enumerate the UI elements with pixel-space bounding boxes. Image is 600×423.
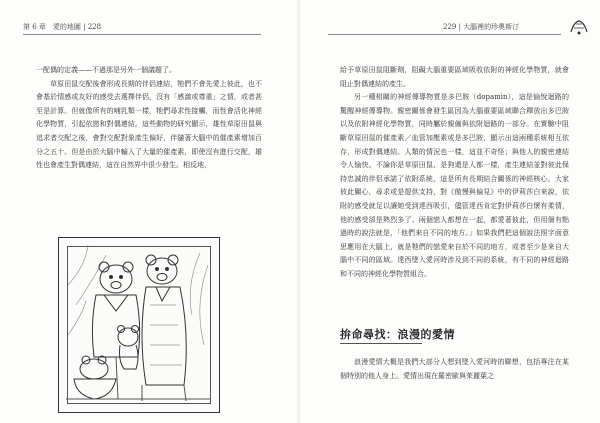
rodent-family-drawing: [66, 245, 210, 403]
left-running-head: 第 6 章 愛的地圖 | 228: [23, 23, 102, 31]
right-paragraph-1: 給予草原田鼠阻斷劑，阻礙大腦重要區域吸收依附的神經化學物質，就會阻止對偶連結的產生。: [340, 66, 569, 88]
right-paragraph-2: 另一種相關的神經傳導物質是多巴胺（dopamin），這是愉悅迴路的驚醒神經傳導物。親密關係會發生區因為大腦重要區域聯合釋放出多巴胺以及依附神經化學物質，同時屬於親僱與依附迴路的一部分。在實驗中阻斷草原田鼠的催產素／血管加壓素或是多巴胺，顯示出這兩種系統相互依存，形成對偶連結。人類的情況也一樣，這並不奇怪；與他人的親密連結令人愉快。不論你是草原田鼠、是狗還是人都一樣，產生連結並對彼此保持忠誠的伴侶承諾了依附系統，這是所有長期結合關係的神經核心。大家彼此關心，尋求或是提供支持，對《傲慢與偏見》中的伊莉莎白來說，依附的感受就足以讓她受到達西吸引，儘管達西肯定對伊莉莎白懷有柔情，他的感受卻是熱烈多了。兩個戀人都想在一起，都愛著彼此，但用個有點過時的說法就是，「他們來自不同的地方。」如果我們把這個說法照字面意思應用在大腦上，就是牠們的戀愛來自於不同的地方，或者至少是來自大腦中不同的區域。達西墜入愛河時涉及到不同的系統，有不同的神經迴路和不同的神經化學物質組合。: [340, 93, 569, 278]
publisher-logo-icon: [568, 18, 590, 36]
left-body-text: [36, 64, 262, 173]
right-header-rule: [328, 34, 561, 35]
section-heading-rule: [340, 343, 422, 344]
left-header-rule: [23, 34, 261, 35]
right-running-head: 229 | 大腦裡的珍奧斯汀: [443, 23, 520, 31]
section-body-text: [340, 356, 569, 383]
left-paragraph-1: 一配偶的定義——不過那是另外一個議題了。: [36, 66, 176, 74]
right-body-text: [340, 64, 569, 282]
section-paragraph-1: 浪漫愛情大概是我們大部分人想到墜入愛河時的聯想，包括專注在某個特別的他人身上。愛情出現在羅密歐與茱麗葉之: [340, 358, 569, 380]
framed-portrait-illustration: [58, 237, 220, 413]
left-paragraph-2: 草原田鼠交配後會形成長期的伴侶連結，牠們不會先愛上彼此，也不會基於情感或友好的感受去選擇伴侶，沒有「感激或尊重」之情，或者甚至是計算。但就像所有的哺乳類一樣，牠們尋求性接觸，而性會活化神經化學物質，引起依戀和對偶連結。這些動物的研究顯示，雄性草原田鼠與追求者交配之後，會對交配對象產生偏好，伴隨著大腦中的催產素增加百分之五十。但是由於大腦中輸入了大量的催產素，即使沒有進行交配，雄性也會產生對偶連結，這在自然界中很少發生。相反地，: [36, 79, 262, 170]
section-heading: 拚命尋找：浪漫的愛情: [340, 328, 455, 341]
